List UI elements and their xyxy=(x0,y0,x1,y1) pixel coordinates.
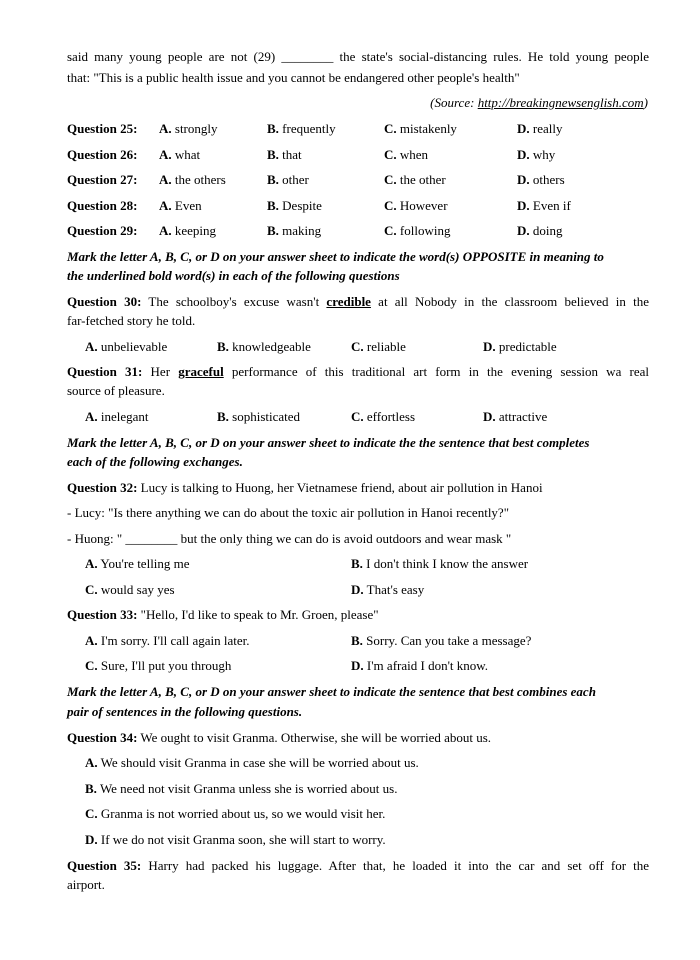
source-link[interactable]: http://breakingnewsenglish.com xyxy=(477,95,644,110)
option-a[interactable]: A. what xyxy=(159,147,201,162)
source-citation: (Source: http://breakingnewsenglish.com) xyxy=(430,95,648,110)
question-30-stem: far-fetched story he told. xyxy=(67,313,196,328)
option-d[interactable]: D. why xyxy=(517,147,556,162)
option-b[interactable]: B. Despite xyxy=(267,198,322,213)
question-32-stem: Question 32: Lucy is talking to Huong, her Vietnamese friend, about air pollution in Hanoi xyxy=(67,480,543,495)
option-b[interactable]: B. frequently xyxy=(267,121,336,136)
question-label: Question 27: xyxy=(67,172,138,187)
option-d[interactable]: D. others xyxy=(517,172,565,187)
option-c[interactable]: C. Sure, I'll put you through xyxy=(85,658,232,673)
underlined-word: graceful xyxy=(178,364,224,379)
question-31-stem: Question 31: Her graceful performance of this traditional art form in the evening session wa real xyxy=(67,364,650,379)
section-instruction: Mark the letter A, B, C, or D on your answer sheet to indicate the the sentence that best completes xyxy=(67,435,590,450)
question-34-stem: Question 34: We ought to visit Granma. Otherwise, she will be worried about us. xyxy=(67,730,492,745)
option-a[interactable]: A. unbelievable xyxy=(85,339,168,354)
option-a[interactable]: A. I'm sorry. I'll call again later. xyxy=(85,633,250,648)
section-instruction: Mark the letter A, B, C, or D on your answer sheet to indicate the sentence that best combines each xyxy=(67,684,596,699)
option-c[interactable]: C. reliable xyxy=(351,339,406,354)
question-35-stem: airport. xyxy=(67,877,105,892)
option-c[interactable]: C. when xyxy=(384,147,429,162)
question-label: Question 28: xyxy=(67,198,138,213)
option-b[interactable]: B. other xyxy=(267,172,309,187)
question-31-stem: source of pleasure. xyxy=(67,383,165,398)
option-d[interactable]: D. attractive xyxy=(483,409,548,424)
option-d[interactable]: D. That's easy xyxy=(351,582,425,597)
option-c[interactable]: C. following xyxy=(384,223,451,238)
question-35-stem: Question 35: Harry had packed his luggage. After that, he loaded it into the car and set off for the xyxy=(67,858,650,873)
option-c[interactable]: C. Granma is not worried about us, so we would visit her. xyxy=(85,806,386,821)
option-a[interactable]: A. keeping xyxy=(159,223,217,238)
option-a[interactable]: A. inelegant xyxy=(85,409,149,424)
option-b[interactable]: B. I don't think I know the answer xyxy=(351,556,529,571)
option-a[interactable]: A. Even xyxy=(159,198,202,213)
option-c[interactable]: C. the other xyxy=(384,172,446,187)
question-33-stem: Question 33: "Hello, I'd like to speak to Mr. Groen, please" xyxy=(67,607,379,622)
option-b[interactable]: B. making xyxy=(267,223,322,238)
section-instruction: each of the following exchanges. xyxy=(67,454,243,469)
question-label: Question 26: xyxy=(67,147,138,162)
question-label: Question 29: xyxy=(67,223,138,238)
option-c[interactable]: C. would say yes xyxy=(85,582,175,597)
option-d[interactable]: D. doing xyxy=(517,223,563,238)
option-c[interactable]: C. effortless xyxy=(351,409,416,424)
option-b[interactable]: B. knowledgeable xyxy=(217,339,311,354)
question-30-stem: Question 30: The schoolboy's excuse wasn't credible at all Nobody in the classroom believed in the xyxy=(67,294,650,309)
option-b[interactable]: B. that xyxy=(267,147,302,162)
option-a[interactable]: A. You're telling me xyxy=(85,556,190,571)
question-label: Question 25: xyxy=(67,121,138,136)
option-a[interactable]: A. strongly xyxy=(159,121,218,136)
dialogue-line: - Lucy: "Is there anything we can do about the toxic air pollution in Hanoi recently?" xyxy=(67,505,510,520)
section-instruction: Mark the letter A, B, C, or D on your answer sheet to indicate the word(s) OPPOSITE in meaning to xyxy=(67,249,604,264)
option-c[interactable]: C. mistakenly xyxy=(384,121,457,136)
option-b[interactable]: B. We need not visit Granma unless she is worried about us. xyxy=(85,781,398,796)
option-c[interactable]: C. However xyxy=(384,198,448,213)
option-b[interactable]: B. sophisticated xyxy=(217,409,301,424)
section-instruction: pair of sentences in the following questions. xyxy=(67,704,303,719)
option-d[interactable]: D. If we do not visit Granma soon, she will start to worry. xyxy=(85,832,386,847)
passage-line: that: "This is a public health issue and you cannot be endangered other people's health" xyxy=(67,70,520,85)
underlined-word: credible xyxy=(326,294,371,309)
option-a[interactable]: A. the others xyxy=(159,172,226,187)
passage-line: said many young people are not (29) ________ the state's social-distancing rules. He told young people xyxy=(67,49,649,64)
option-d[interactable]: D. predictable xyxy=(483,339,557,354)
option-a[interactable]: A. We should visit Granma in case she will be worried about us. xyxy=(85,755,419,770)
option-b[interactable]: B. Sorry. Can you take a message? xyxy=(351,633,532,648)
option-d[interactable]: D. really xyxy=(517,121,563,136)
section-instruction: the underlined bold word(s) in each of the following questions xyxy=(67,268,400,283)
dialogue-line: - Huong: " ________ but the only thing we can do is avoid outdoors and wear mask " xyxy=(67,531,512,546)
option-d[interactable]: D. I'm afraid I don't know. xyxy=(351,658,489,673)
option-d[interactable]: D. Even if xyxy=(517,198,571,213)
